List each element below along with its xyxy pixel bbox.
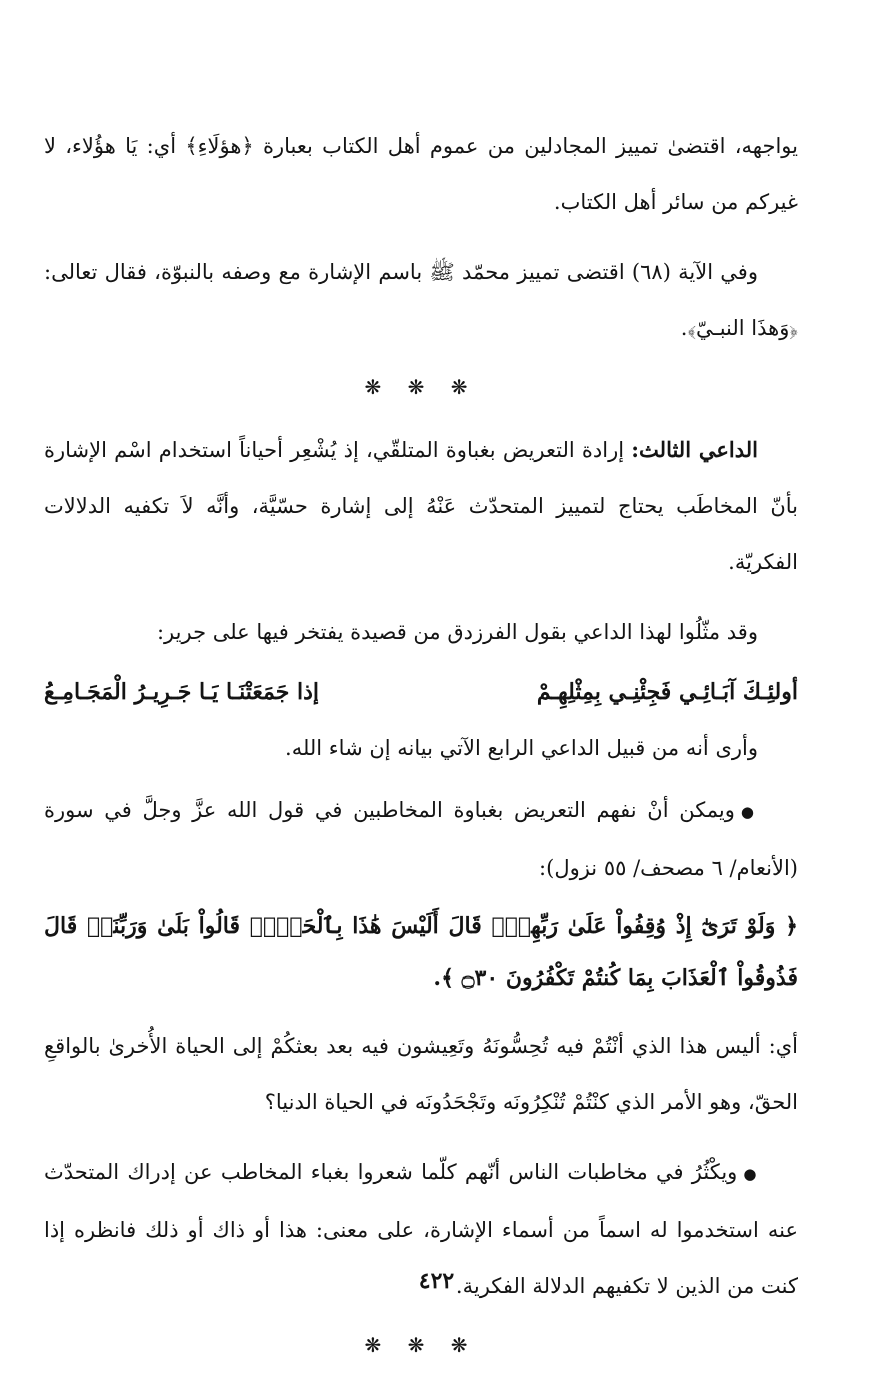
- page-body: [44, 118, 798, 1380]
- paragraph-5: وأرى أنه من قبيل الداعي الرابع الآتي بيانه إن شاء الله.: [285, 736, 758, 760]
- paragraph-2: وفي الآية (٦٨) اقتضى تمييز محمّد ﷺ باسم الإشارة مع وصفه بالنبوّة، فقال تعالى: ﴿وَهذَا النبـيّ﴾.: [44, 260, 798, 340]
- verse-second-hemistich: إذا جَمَعَتْنَـا يَـا جَـرِيـرُ الْمَجَـامِـعُ: [44, 679, 319, 705]
- paragraph-7: أي: أليس هذا الذي أنْتُمْ فيه تُحِسُّونَهُ وتَعِيشون فيه بعد بعثكُمْ إلى الحياة الأُخرىٰ بالواقعِ الحقّ، وهو الأمر الذي كنْتُمْ تُنْكِرُونَه وتَجْحَدُونَه في الحياة الدنيا؟: [44, 1034, 798, 1114]
- verse-first-hemistich: أولئِـكَ آبَـائِـي فَجِئْنِـي بِمِثْلِهِـمْ: [536, 679, 798, 705]
- paragraph-3-heading: الداعي الثالث:: [631, 437, 758, 462]
- paragraph-6-text: ويمكن أنْ نفهم التعريض بغباوة المخاطبين في قول الله عزَّ وجلَّ في سورة (الأنعام/ ٦ مصحف/ ٥٥ نزول):: [44, 798, 798, 880]
- bullet-icon: ●: [743, 1165, 758, 1183]
- quran-verse: ﴿ وَلَوْ تَرَىٰٓ إِذْ وُقِفُواْ عَلَىٰ رَبِّهِمْۚ قَالَ أَلَيْسَ هَٰذَا بِٱلْحَقِّۚ قَالُواْ بَلَىٰ وَرَبِّنَاۚ قَالَ فَذُوقُواْ ٱلْعَذَابَ بِمَا كُنتُمْ تَكْفُرُونَ ۝٣٠ ﴾.: [44, 913, 798, 991]
- section-divider-stars: ❋ ❋ ❋: [364, 1333, 478, 1357]
- paragraph-6: [44, 782, 798, 896]
- paragraph-3-text: إرادة التعريض بغباوة المتلقّي، إذ يُشْعِر أحياناً استخدام اسْم الإشارة بأنّ المخاطَب يحتاج لتمييز المتحدّث عَنْهُ إلى إشارة حسّيَّة، وأنَّه لاَ تكفيه الدلالات الفكريّة.: [44, 438, 798, 574]
- poetry-verse: [44, 664, 798, 720]
- section-divider-stars: ❋ ❋ ❋: [364, 375, 478, 399]
- page-number: ٤٢٢: [418, 1268, 455, 1294]
- paragraph-3: [44, 422, 798, 590]
- paragraph-4: وقد مثّلُوا لهذا الداعي بقول الفرزدق من قصيدة يفتخر فيها على جرير:: [156, 620, 758, 644]
- paragraph-8-text: ويكْثُرُ في مخاطبات الناس أنّهم كلّما شعروا بغباء المخاطب عن إدراك المتحدّث عنه استخدموا له اسماً من أسماء الإشارة، على معنى: هذا أو ذاك أو ذلك فانظره إذا كنت من الذين لا تكفيهم الدلالة الفكرية.: [44, 1160, 798, 1298]
- paragraph-1: يواجهه، اقتضىٰ تمييز المجادلين من عموم أهل الكتاب بعبارة ﴿هؤلَاءِ﴾ أي: يَا هؤُلاء، لا غيركم من سائر أهل الكتاب.: [44, 134, 798, 214]
- bullet-icon: ●: [740, 803, 759, 821]
